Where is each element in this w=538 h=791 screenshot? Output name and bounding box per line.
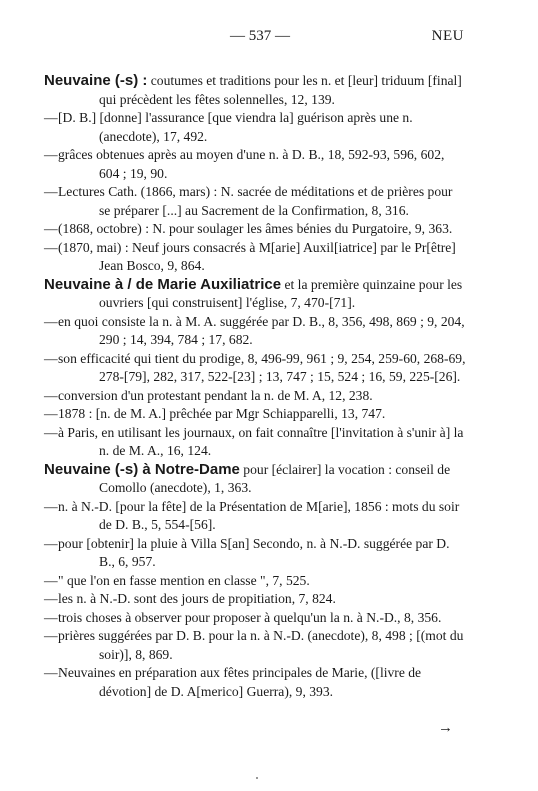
entry-text: conversion d'un protestant pendant la n. de M. A, 12, 238. [58,387,373,403]
subentry-dash [44,405,58,424]
entry-text: à Paris, en utilisant les journaux, on fait connaître [l'invitation à s'unir à] la n. de M. A., 16, 124. [58,424,464,458]
page-header [0,28,538,48]
subentry-dash [44,572,58,591]
subentry-dash [44,590,58,609]
entry-text: son efficacité qui tient du prodige, 8, 496-99, 961 ; 9, 254, 259-60, 268-69, 278-[79], 282, 317, 522-[23] ; 13, 747 ; 15, 524 ; 16, 59, 225-[26]. [58,350,466,384]
index-subentry [44,498,466,535]
subentry-dash [44,664,58,683]
subentry-dash [44,498,58,517]
entry-text: pour [obtenir] la pluie à Villa S[an] Secondo, n. à N.-D. suggérée par D. B., 6, 957. [58,535,450,569]
index-subentry [44,220,466,239]
index-subentry [44,627,466,664]
entry-text: Neuvaines en préparation aux fêtes principales de Marie, ([livre de dévotion] de D. A[merico] Guerra), 9, 393. [58,665,422,699]
index-subentry [44,535,466,572]
subentry-dash [44,609,58,628]
index-entry-main [44,72,466,109]
index-subentry [44,183,466,220]
index-subentry [44,109,466,146]
index-subentry [44,350,466,387]
index-subentry [44,424,466,461]
subentry-dash [44,535,58,554]
index-subentry [44,664,466,701]
subentry-dash [44,424,58,443]
subentry-dash [44,109,58,128]
index-subentry [44,405,466,424]
index-entries [44,72,466,701]
index-subentry [44,590,466,609]
entry-text: (1870, mai) : Neuf jours consacrés à M[arie] Auxil[iatrice] par le Pr[être] Jean Bosco, 9, 864. [58,239,456,273]
entry-text: coutumes et traditions pour les n. et [leur] triduum [final] qui précèdent les fêtes solennelles, 12, 139. [99,73,462,107]
index-entry-main [44,461,466,498]
entry-text: " que l'on en fasse mention en classe ", 7, 525. [58,572,310,588]
entry-text: les n. à N.-D. sont des jours de propitiation, 7, 824. [58,591,336,606]
entry-text: pour [éclairer] la vocation : conseil de Comollo (anecdote), 1, 363. [99,461,451,495]
index-subentry [44,387,466,406]
subentry-dash [44,350,58,369]
entry-text: prières suggérées par D. B. pour la n. à N.-D. (anecdote), 8, 498 ; [(mot du soir)], 8, 869. [58,628,464,662]
index-subentry [44,609,466,628]
index-subentry [44,146,466,183]
headword: Neuvaine à / de Marie Auxiliatrice [44,275,282,293]
continuation-arrow-icon: → [438,720,453,736]
subentry-dash [44,313,58,332]
entry-text: et la première quinzaine pour les ouvriers [qui construisent] l'église, 7, 470-[71]. [99,276,463,310]
subentry-dash [44,627,58,646]
page-number: — 537 — [230,28,290,44]
entry-text: (1868, octobre) : N. pour soulager les âmes bénies du Purgatoire, 9, 363. [58,221,453,236]
entry-text: trois choses à observer pour proposer à quelqu'un la n. à N.-D., 8, 356. [58,609,442,625]
subentry-dash [44,239,58,258]
entry-text: Lectures Cath. (1866, mars) : N. sacrée de méditations et de prières pour se préparer [...] au Sacrement de la Confirmation, 8, 316. [58,184,453,218]
running-head: NEU [431,28,464,44]
index-entry-main [44,276,466,313]
entry-text: n. à N.-D. [pour la fête] de la Présentation de M[arie], 1856 : mots du soir de D. B., 5, 554-[56]. [58,498,460,532]
subentry-dash [44,146,58,165]
subentry-dash [44,387,58,406]
entry-text: grâces obtenues après au moyen d'une n. à D. B., 18, 592-93, 596, 602, 604 ; 19, 90. [58,147,445,181]
entry-text: 1878 : [n. de M. A.] prêchée par Mgr Schiapparelli, 13, 747. [58,406,386,421]
index-subentry [44,572,466,591]
index-subentry [44,239,466,276]
entry-text: [D. B.] [donne] l'assurance [que viendra la] guérison après une n. (anecdote), 17, 492. [58,110,413,144]
subentry-dash [44,183,58,202]
headword: Neuvaine (-s) : [44,72,148,89]
headword: Neuvaine (-s) à Notre-Dame [44,460,240,478]
subentry-dash [44,220,58,239]
index-subentry [44,313,466,350]
entry-text: en quoi consiste la n. à M. A. suggérée par D. B., 8, 356, 498, 869 ; 9, 204, 290 ; 14, 394, 784 ; 17, 682. [58,313,465,347]
page-speck [256,777,258,779]
